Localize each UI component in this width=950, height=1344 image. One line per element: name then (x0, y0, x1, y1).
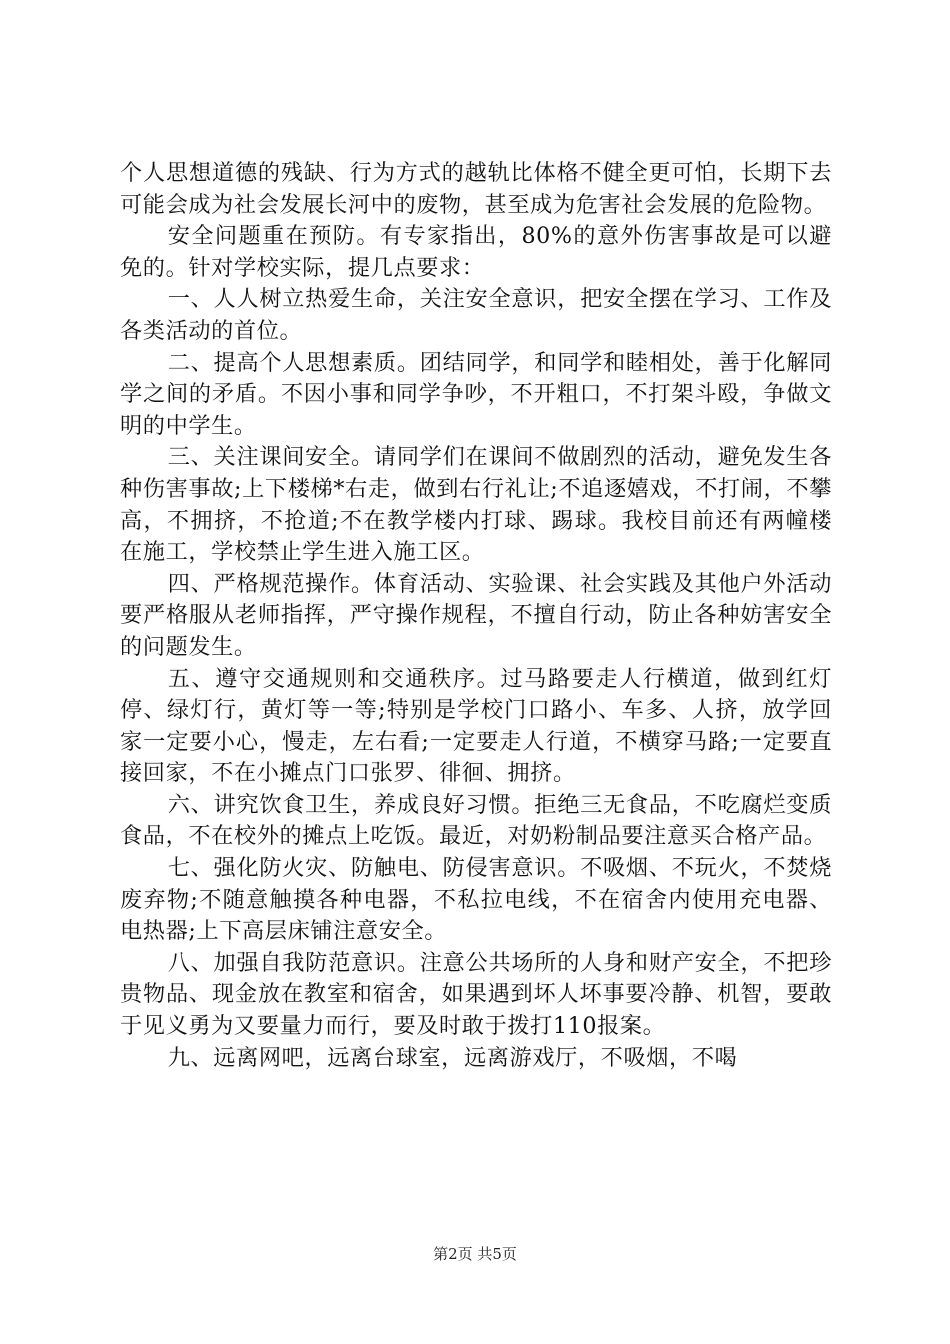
page-number-footer: 第2页 共5页 (433, 1245, 517, 1263)
paragraph-11: 九、远离网吧，远离台球室，远离游戏厅，不吸烟，不喝 (167, 1044, 738, 1071)
paragraph-9: 七、强化防火灾、防触电、防侵害意识。不吸烟、不玩火，不焚烧废弃物;不随意触摸各种电器，不私拉电线，不在宿舍内使用充电器、电热器;上下高层床铺注意安全。 (120, 855, 832, 945)
paragraph-5: 三、关注课间安全。请同学们在课间不做剧烈的活动，避免发生各种伤害事故;上下楼梯*右走，做到右行礼让;不追逐嬉戏，不打闹，不攀高，不拥挤，不抢道;不在教学楼内打球、踢球。我校目前还有两幢楼在施工，学校禁止学生进入施工区。 (120, 444, 832, 566)
document-body (120, 158, 832, 1074)
paragraph-8: 六、讲究饮食卫生，养成良好习惯。拒绝三无食品，不吃腐烂变质食品，不在校外的摊点上吃饭。最近，对奶粉制品要注意买合格产品。 (120, 791, 832, 850)
paragraph-3: 一、人人树立热爱生命，关注安全意识，把安全摆在学习、工作及各类活动的首位。 (120, 286, 832, 344)
paragraph-2: 安全问题重在预防。有专家指出，80%的意外伤害事故是可以避免的。针对学校实际，提几点要求： (120, 223, 832, 281)
paragraph-4: 二、提高个人思想素质。团结同学，和同学和睦相处，善于化解同学之间的矛盾。不因小事和同学争吵，不开粗口，不打架斗殴，争做文明的中学生。 (120, 349, 832, 439)
paragraph-7: 五、遵守交通规则和交通秩序。过马路要走人行横道，做到红灯停、绿灯行，黄灯等一等;特别是学校门口路小、车多、人挤，放学回家一定要小心，慢走，左右看;一定要走人行道，不横穿马路;一定要直接回家，不在小摊点门口张罗、徘徊、拥挤。 (120, 665, 832, 787)
paragraph-10: 八、加强自我防范意识。注意公共场所的人身和财产安全，不把珍贵物品、现金放在教室和宿舍，如果遇到坏人坏事要冷静、机智，要敢于见义勇为又要量力而行，要及时敢于拨打110报案。 (120, 949, 832, 1040)
paragraph-6: 四、严格规范操作。体育活动、实验课、社会实践及其他户外活动要严格服从老师指挥，严守操作规程，不擅自行动，防止各种妨害安全的问题发生。 (120, 570, 832, 660)
paragraph-1: 个人思想道德的残缺、行为方式的越轨比体格不健全更可怕，长期下去可能会成为社会发展长河中的废物，甚至成为危害社会发展的危险物。 (120, 160, 832, 218)
